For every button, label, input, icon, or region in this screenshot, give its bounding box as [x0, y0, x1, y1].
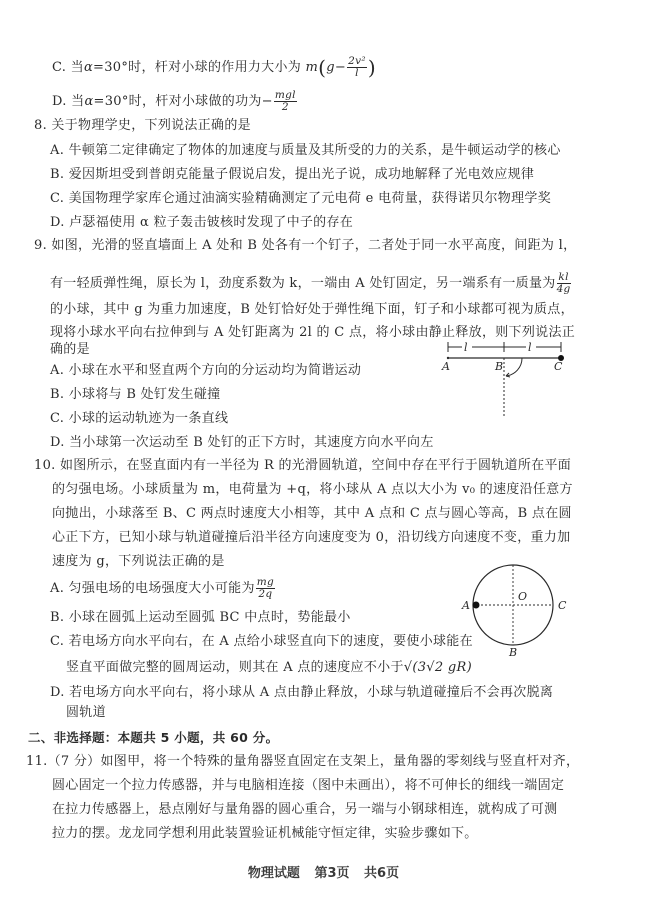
frac-num: 2v²: [348, 55, 366, 67]
q10-stem-line3: 向抛出，小球落至 B、C 两点时速度大小相等，其中 A 点和 C 点与圆心等高，B 点在圆: [52, 506, 572, 521]
q7c-fraction: [347, 56, 367, 79]
frac-den: 2q: [258, 588, 273, 600]
frac-num: kl: [558, 271, 569, 283]
q10-option-c-line1: C. 若电场方向水平向右，在 A 点给小球竖直向下的速度，要使小球能在: [50, 634, 473, 649]
q7c-prefix: C. 当: [52, 60, 84, 75]
q8-option-d: D. 卢瑟福使用 α 粒子轰击铍核时发现了中子的存在: [50, 215, 354, 230]
label-b: B: [509, 646, 518, 658]
q9-stem-line3: 的小球，其中 g 为重力加速度，B 处钉恰好处于弹性绳下面，钉子和小球都可视为质点，: [50, 302, 574, 317]
q10-option-b: B. 小球在圆弧上运动至圆弧 BC 中点时，势能最小: [50, 610, 351, 625]
q7c-var: α: [83, 60, 94, 75]
q10-option-a: [50, 577, 276, 600]
q7d-var: α: [84, 94, 94, 109]
q8-stem: 8. 关于物理学史，下列说法正确的是: [34, 118, 251, 133]
q7-option-c: [52, 56, 376, 79]
label-c: C: [558, 599, 567, 612]
q9-option-a: A. 小球在水平和竖直两个方向的分运动均为简谐运动: [50, 363, 362, 378]
q9-option-c: C. 小球的运动轨迹为一条直线: [50, 411, 229, 426]
q8-option-b: B. 爱因斯坦受到普朗克能量子假说启发，提出光子说，成功地解释了光电效应规律: [50, 167, 535, 182]
q8-option-a: A. 牛顿第二定律确定了物体的加速度与质量及其所受的力的关系，是牛顿运动学的核心: [50, 143, 561, 158]
label-a: A: [462, 599, 470, 612]
q9-mass-fraction: [557, 272, 571, 295]
q10-option-c-line2: [66, 660, 472, 676]
q9-stem-line4: 现将小球水平向右拉伸到与 A 处钉距离为 2l 的 C 点，将小球由静止释放，则下列说法正: [50, 325, 576, 340]
frac-num: mg: [256, 576, 275, 588]
q7-option-d: [52, 90, 298, 113]
frac-den: 4g: [556, 283, 571, 295]
q10a-fraction: [256, 577, 275, 600]
q8-option-c: C. 美国物理学家库仑通过油滴实验精确测定了元电荷 e 电荷量，获得诺贝尔物理学奖: [50, 191, 552, 206]
q9-option-b: B. 小球将与 B 处钉发生碰撞: [50, 387, 221, 402]
paren-open: (: [318, 55, 327, 80]
q11-line3: 在拉力传感器上，悬点刚好与量角器的圆心重合，另一端与小钢球相连，就构成了可测: [52, 802, 558, 817]
frac-den: 2: [281, 101, 289, 113]
q10-option-d-line1: D. 若电场方向水平向右，将小球从 A 点由静止释放，小球与轨道碰撞后不会再次脱离: [50, 685, 554, 700]
q10-stem-line1: 10. 如图所示，在竖直面内有一半径为 R 的光滑圆轨道，空间中存在平行于圆轨道所在平面: [34, 458, 572, 473]
q10c-formula: √(3√2 gR): [403, 660, 472, 675]
q11-line1: 11.（7 分）如图甲，将一个特殊的量角器竖直固定在支架上，量角器的零刻线与竖直杆对齐，: [26, 754, 580, 769]
q9-stem-line5: 确的是: [50, 342, 90, 357]
q10-option-d-line2: 圆轨道: [66, 705, 106, 720]
q10-circle-figure: [460, 558, 580, 658]
q10a-text: A. 匀强电场的电场强度大小可能为: [50, 581, 255, 596]
q7d-cond: =30°时，杆对小球做的功为−: [93, 94, 273, 109]
q7d-prefix: D. 当: [52, 94, 85, 109]
label-a: A: [442, 360, 450, 373]
q11-line2: 圆心固定一个拉力传感器，并与电脑相连接（图中未画出），将不可伸长的细线一端固定: [52, 778, 565, 793]
q7c-cond: =30°时，杆对小球的作用力大小为: [93, 60, 302, 75]
q7c-m: m: [305, 60, 319, 75]
q10c-line2-text: 竖直平面做完整的圆周运动，则其在 A 点的速度应不小于: [66, 660, 404, 675]
q10-stem-line2: 的匀强电场。小球质量为 m，电荷量为 +q，将小球从 A 点以大小为 v₀ 的速度沿任意方: [52, 482, 573, 497]
label-c: C: [554, 360, 563, 373]
q7d-fraction: [274, 90, 297, 113]
q9-pendulum-figure: [440, 338, 580, 420]
label-l2: l: [528, 341, 532, 354]
q9-stem-line1: 9. 如图，光滑的竖直墙面上 A 处和 B 处各有一个钉子，二者处于同一水平高度，间距为 l，: [34, 238, 577, 253]
paren-close: ): [367, 55, 376, 80]
frac-den: l: [355, 67, 359, 79]
label-o: O: [518, 590, 528, 603]
q10-stem-line5: 速度为 g，下列说法正确的是: [52, 554, 225, 569]
label-l1: l: [464, 341, 468, 354]
q9-option-d: D. 当小球第一次运动至 B 处钉的正下方时，其速度方向水平向左: [50, 435, 434, 450]
page-footer: 物理试题 第3页 共6页: [247, 866, 400, 881]
section-heading: 二、非选择题：本题共 5 小题，共 60 分。: [28, 730, 279, 745]
q9-stem-line2: [50, 272, 572, 295]
q7c-g: g−: [326, 60, 347, 75]
label-b: B: [495, 360, 504, 373]
q11-line4: 拉力的摆。龙龙同学想利用此装置验证机械能守恒定律，实验步骤如下。: [52, 826, 478, 841]
q10-stem-line4: 心正下方，已知小球与轨道碰撞后沿半径方向速度变为 0，沿切线方向速度不变，重力加: [52, 530, 571, 545]
q9-line2-text: 有一轻质弹性绳，原长为 l，劲度系数为 k，一端由 A 处钉固定，另一端系有一质量为: [50, 276, 556, 291]
ball: [473, 602, 480, 609]
frac-num: mgl: [274, 89, 296, 101]
